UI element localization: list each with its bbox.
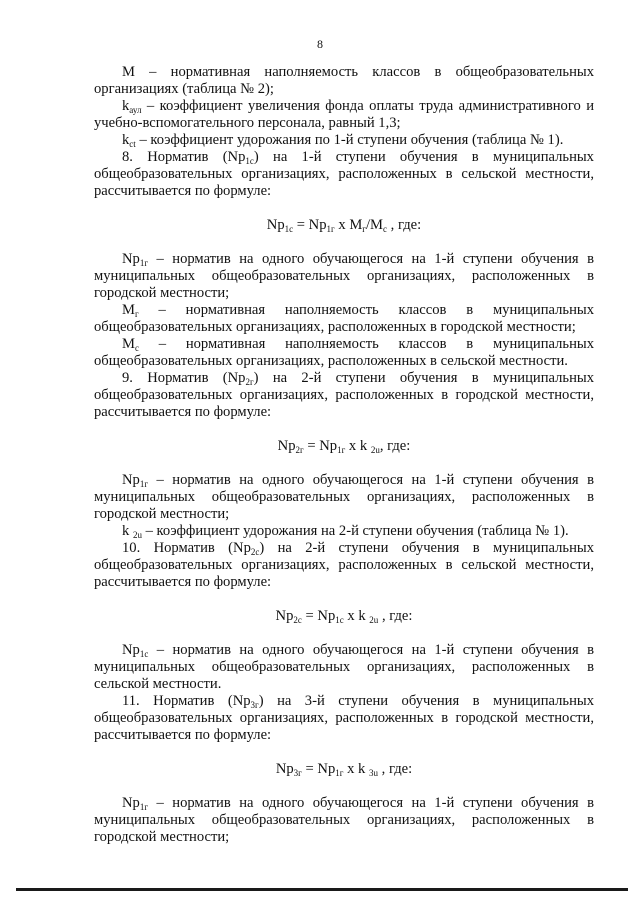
paragraph-text: ) на 2-й ступени обучения в муниципальных общеобразовательных организациях, расположенных в городской местности, рассчитывается по формуле: — [94, 370, 594, 420]
paragraph-text: 9. Норматив (Np — [122, 370, 246, 386]
formula-part: x k — [343, 608, 370, 624]
definition-mg — [94, 302, 594, 336]
paragraph-text: М – нормативная наполняемость классов в общеобразовательных организациях (таблица № 2); — [94, 64, 594, 97]
subscript: 2u — [132, 530, 142, 540]
clause-8 — [94, 149, 594, 200]
subscript: 1г — [139, 258, 149, 268]
subscript: 1c — [245, 156, 254, 166]
subscript: 2u — [369, 615, 379, 625]
subscript: 2c — [293, 615, 302, 625]
formula-np2c — [94, 608, 594, 625]
subscript: 2c — [250, 547, 260, 557]
formula-part: , где: — [379, 438, 411, 454]
subscript: г — [362, 224, 366, 234]
formula-part: = Np — [293, 217, 327, 233]
subscript: 1c — [335, 615, 344, 625]
paragraph-text: 11. Норматив (Np — [122, 693, 251, 709]
subscript: 1г — [139, 479, 149, 489]
formula-part: = Np — [303, 438, 338, 454]
formula-part: Np — [275, 608, 294, 624]
formula-part: Np — [275, 761, 294, 777]
paragraph-text: – норматив на одного обучающегося на 1-й ступени обучения в муниципальных общеобразовательных организациях, расположенных в городской местности; — [94, 795, 594, 845]
symbol: Np — [122, 472, 140, 488]
formula-np1c — [94, 217, 594, 234]
formula-part: x k — [345, 438, 371, 454]
paragraph-text: ) на 3-й ступени обучения в муниципальных общеобразовательных организациях, расположенных в городской местности, рассчитывается по формуле: — [94, 693, 595, 743]
paragraph-text: – нормативная наполняемость классов в муниципальных общеобразовательных организациях, расположенных в сельской местности. — [94, 336, 594, 369]
subscript: 1г — [139, 802, 149, 812]
paragraph-text: 8. Норматив (Np — [122, 149, 246, 165]
page-number: 8 — [317, 37, 323, 51]
formula-part: , где: — [378, 608, 413, 624]
paragraph-text: – коэффициент удорожания на 2-й ступени обучения (таблица № 1). — [141, 523, 569, 539]
bottom-divider — [16, 888, 628, 891]
formula-part: , где: — [378, 761, 413, 777]
formula-part: = Np — [301, 608, 336, 624]
formula-part: = Np — [301, 761, 336, 777]
symbol: М — [122, 336, 135, 352]
subscript: 1c — [284, 224, 294, 234]
formula-np3g — [94, 761, 594, 778]
symbol: k — [122, 523, 133, 539]
symbol: Np — [122, 795, 140, 811]
clause-11 — [94, 693, 594, 744]
formula-part: x k — [343, 761, 369, 777]
subscript: 2u — [370, 445, 380, 455]
formula-part: , где: — [387, 217, 422, 233]
paragraph-text: – норматив на одного обучающегося на 1-й ступени обучения в муниципальных общеобразовательных организациях, расположенных в городской местности; — [94, 251, 594, 301]
subscript: 1c — [139, 649, 149, 659]
subscript: ct — [129, 139, 136, 149]
definition-np1g — [94, 251, 594, 302]
symbol: Np — [122, 251, 140, 267]
paragraph-text: ) на 1-й ступени обучения в муниципальных общеобразовательных организациях, расположенных в сельской местности, рассчитывается по формуле: — [94, 149, 594, 199]
paragraph-text: – нормативная наполняемость классов в муниципальных общеобразовательных организациях, расположенных в городской местности; — [94, 302, 594, 335]
symbol: k — [122, 98, 130, 114]
subscript: 1г — [337, 445, 346, 455]
paragraph-text: ) на 2-й ступени обучения в муниципальных общеобразовательных организациях, расположенных в сельской местности, рассчитывается по формуле: — [94, 540, 594, 590]
subscript: 2г — [295, 445, 304, 455]
subscript: c — [134, 343, 139, 353]
clause-9 — [94, 370, 594, 421]
subscript: 3г — [250, 700, 259, 710]
clause-10 — [94, 540, 594, 591]
definition-np1g-3 — [94, 795, 594, 846]
formula-np2g — [94, 438, 594, 455]
definition-kct — [94, 132, 594, 149]
paragraph-text: – коэффициент увеличения фонда оплаты труда административного и учебно-вспомогательного персонала, равный 1,3; — [94, 98, 594, 131]
subscript: г — [134, 309, 139, 319]
paragraph-text: – норматив на одного обучающегося на 1-й ступени обучения в муниципальных общеобразовательных организациях, расположенных в сельской местности. — [94, 642, 594, 692]
subscript: 3г — [293, 768, 302, 778]
symbol: М — [122, 302, 135, 318]
paragraph-text: – коэффициент удорожания по 1-й ступени обучения (таблица № 1). — [135, 132, 564, 148]
definition-mc — [94, 336, 594, 370]
subscript: 2г — [245, 377, 254, 387]
symbol: k — [122, 132, 130, 148]
document-body — [94, 64, 594, 846]
formula-part: /M — [366, 217, 384, 233]
subscript: аул — [129, 105, 142, 115]
formula-part: x M — [334, 217, 363, 233]
paragraph-text: 10. Норматив (Np — [122, 540, 251, 556]
definition-m — [94, 64, 594, 98]
definition-kaul — [94, 98, 594, 132]
definition-k2u — [94, 523, 594, 540]
symbol: Np — [122, 642, 140, 658]
subscript: 3u — [369, 768, 378, 778]
formula-part: Np — [277, 438, 296, 454]
subscript: c — [383, 224, 388, 234]
paragraph-text: – норматив на одного обучающегося на 1-й ступени обучения в муниципальных общеобразовательных организациях, расположенных в городской местности; — [94, 472, 594, 522]
subscript: 1г — [326, 224, 335, 234]
formula-part: Np — [266, 217, 285, 233]
subscript: 1г — [335, 768, 344, 778]
definition-np1g-2 — [94, 472, 594, 523]
definition-np1c — [94, 642, 594, 693]
